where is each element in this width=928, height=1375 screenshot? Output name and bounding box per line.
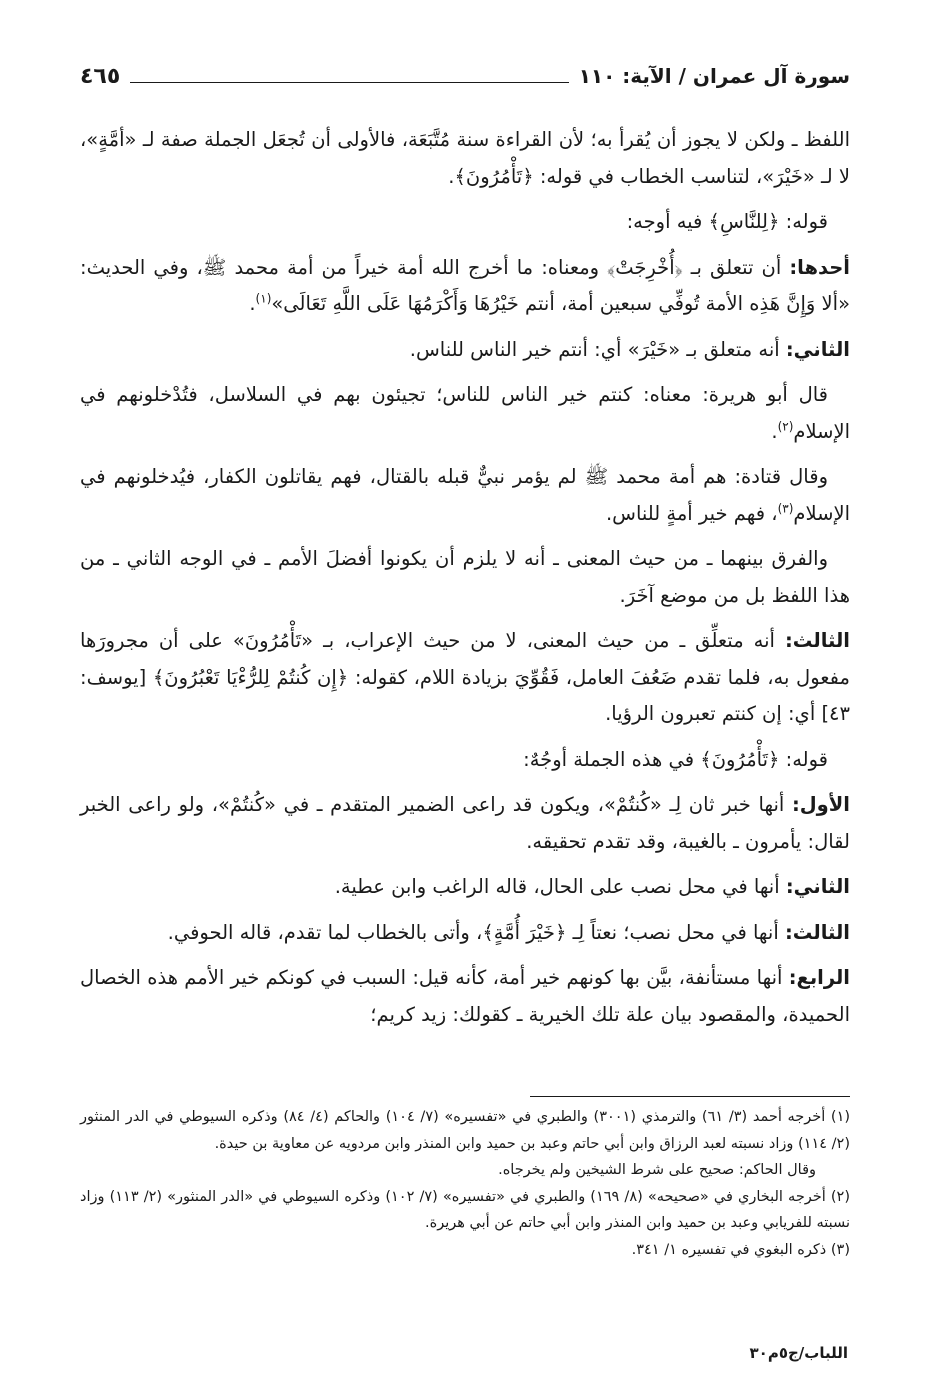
footnote: (٢) أخرجه البخاري في «صحيحه» (٨/ ١٦٩) والطبري في «تفسيره» (٧/ ١٠٢) وذكره السيوطي في «الدر المنثور» (٢/ ١١٣) وزاد نسبته للفريابي وعبد بن حميد وابن المنذر وابن أبي حاتم عن أبي هريرة. (80, 1188, 850, 1231)
page-number: ٤٦٥ (80, 63, 121, 89)
section-label: الأول: (791, 793, 850, 816)
section-label: الثالث: (784, 920, 850, 944)
paragraph: والفرق بينهما ـ من حيث المعنى ـ أنه لا يلزم أن يكونوا أفضلَ الأمم ـ في الوجه الثاني ـ من هذا اللفظ بل من موضع آخَرَ. (80, 547, 850, 607)
main-text (80, 122, 850, 1042)
section-label: أحدها: (789, 255, 850, 279)
running-title: سورة آل عمران / الآية: ١١٠ (578, 64, 850, 88)
paragraph: اللفظ ـ ولكن لا يجوز أن يُقرأ به؛ لأن القراءة سنة مُتَّبَعَة، فالأولى أن تُجعَل الجملة صفة لـ «أمَّةٍ»، لا لـ «خَيْرَ»، لتناسب الخطاب في قوله: ﴿تَأْمُرُونَ﴾. (80, 128, 850, 188)
section-label: الثالث: (784, 629, 850, 652)
page-header (80, 58, 850, 94)
section-label: الرابع: (788, 966, 850, 989)
paragraph: الثالث: أنه متعلِّق ـ من حيث المعنى، لا من حيث الإعراب، بـ «تَأْمُرُونَ» على أن مجرورَها مفعول به، فلما تقدم ضَعُفَ العامل، فَقُوِّيَ بزيادة اللام، كقوله: ﴿إِن كُنتُمْ لِلرُّءْيَا تَعْبُرُونَ﴾ [يوسف: ٤٣] أي: إن كنتم تعبرون الرؤيا. (80, 629, 850, 725)
paragraph: أحدها: أن تتعلق بـ ﴿أُخْرِجَتْ﴾ ومعناه: ما أخرج الله أمة خيراً من أمة محمد ﷺ، وفي الحديث: «ألا وَإِنَّ هَذِه الأمة تُوفِّي سبعين أمة، أنتم خَيْرُهَا وَأَكْرَمُهَا عَلَى اللَّهِ تَعَالَى»$^{(١)}$. (80, 255, 850, 315)
header-rule (130, 82, 568, 83)
paragraph: الثاني: أنها في محل نصب على الحال، قاله الراغب وابن عطية. (334, 875, 850, 898)
footnote-ref: (٢) (777, 419, 794, 433)
footnote-ref: (١) (255, 291, 272, 306)
paragraph: الثاني: أنه متعلق بـ «خَيْرَ» أي: أنتم خير الناس للناس. (409, 337, 850, 361)
paragraph: قوله: ﴿لِلنَّاسِ﴾ فيه أوجه: (626, 210, 828, 233)
paragraph: وقال قتادة: هم أمة محمد ﷺ لم يؤمر نبيٌّ قبله بالقتال، فهم يقاتلون الكفار، فيُدخلونهم في الإسلام$^{(٣)}$، فهم خير أمةٍ للناس. (80, 465, 850, 525)
paragraph: الرابع: أنها مستأنفة، بيَّن بها كونهم خير أمة، كأنه قيل: السبب في كونكم خير الأمم هذه الخصال الحميدة، والمقصود بيان علة تلك الخيرية ـ كقولك: زيد كريم؛ (80, 966, 850, 1026)
section-label: الثاني: (785, 875, 850, 898)
paragraph: قال أبو هريرة: معناه: كنتم خير الناس للناس؛ تجيئون بهم في السلاسل، فتُدْخلونهم في الإسلام$^{(٢)}$. (80, 383, 850, 443)
printer-signature: اللباب/ج٥م٣٠ (749, 1344, 848, 1362)
section-label: الثاني: (785, 337, 850, 361)
footnote-ref: (٣) (777, 501, 794, 515)
footnote-continuation: وقال الحاكم: صحيح على شرط الشيخين ولم يخرجاه. (498, 1162, 816, 1178)
paragraph: الثالث: أنها في محل نصب؛ نعتاً لِـ ﴿خَيْرَ أُمَّةٍ﴾، وأتى بالخطاب لما تقدم، قاله الحوفي. (167, 920, 850, 944)
paragraph: الأول: أنها خبر ثان لِـ «كُنتُمْ»، ويكون قد راعى الضمير المتقدم ـ في «كُنتُمْ»، ولو راعى الخبر لقال: يأمرون ـ بالغيبة، وقد تقدم تحقيقه. (80, 793, 850, 853)
footnote: (١) أخرجه أحمد (٣/ ٦١) والترمذي (٣٠٠١) والطبري في «تفسيره» (٧/ ١٠٤) والحاكم (٤/ ٨٤) وذكره السيوطي في الدر المنثور (٢/ ١١٤) وزاد نسبته لعبد الرزاق وابن أبي حاتم وعبد بن حميد وابن المنذر وابن مردويه عن معاوية بن حيدة. (80, 1109, 851, 1152)
footnotes (80, 1104, 850, 1263)
paragraph: قوله: ﴿تَأْمُرُونَ﴾ في هذه الجملة أوجُهٌ: (523, 747, 828, 771)
footnote-separator (530, 1096, 850, 1097)
footnote: (٣) ذكره البغوي في تفسيره ١/ ٣٤١. (631, 1241, 850, 1258)
